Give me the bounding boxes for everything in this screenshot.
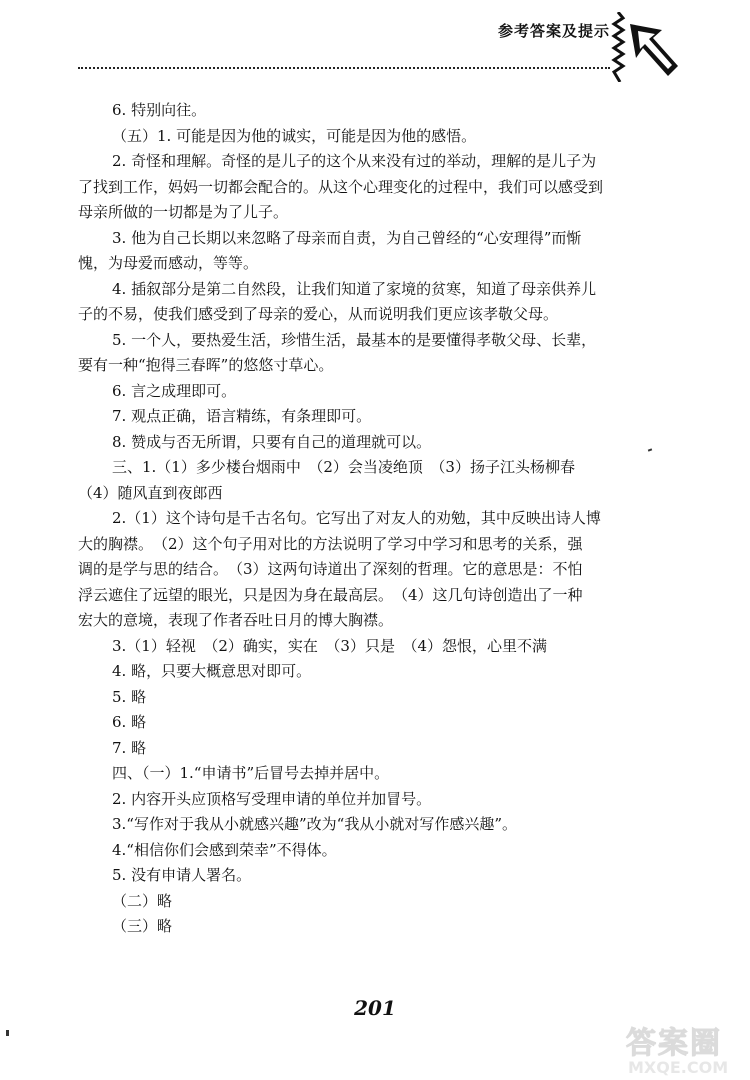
arrow-icon (628, 22, 680, 82)
text-line: 子的不易，使我们感受到了母亲的爱心，从而说明我们更应该孝敬父母。 (78, 305, 559, 323)
text-line: 3.（1）轻视 （2）确实，实在 （3）只是 （4）怨恨，心里不满 (112, 636, 547, 655)
text-line: 浮云遮住了远望的眼光，只是因为身在最高层。 （4）这几句诗创造出了一种 (78, 585, 583, 604)
text-line: 宏大的意境，表现了作者吞吐日月的博大胸襟。 (78, 611, 394, 629)
text-line: 愧，为母爱而感动，等等。 (78, 254, 259, 272)
text-line: （4）随风直到夜郎西 (78, 483, 223, 502)
text-line: 5. 略 (112, 687, 147, 706)
text-line: 了找到工作，妈妈一切都会配合的。从这个心理变化的过程中，我们可以感受到 (78, 177, 604, 196)
text-line: 4. 略，只要大概意思对即可。 (112, 662, 312, 680)
text-line: （五）1. 可能是因为他的诚实，可能是因为他的感悟。 (112, 126, 477, 145)
text-line: 2. 内容开头应顶格写受理申请的单位并加冒号。 (112, 789, 432, 808)
margin-mark (6, 1030, 9, 1036)
text-line: 8. 赞成与否无所谓，只要有自己的道理就可以。 (112, 432, 432, 451)
text-line: 6. 言之成理即可。 (112, 381, 237, 400)
text-line: （三）略 (112, 917, 173, 935)
text-line: 4. 插叙部分是第二自然段，让我们知道了家境的贫寒，知道了母亲供养儿 (112, 279, 597, 298)
text-line: 调的是学与思的结合。 （3）这两句诗道出了深刻的哲理。它的意思是：不怕 (78, 560, 583, 578)
text-line: 4.“相信你们会感到荣幸”不得体。 (112, 840, 337, 859)
text-line: 三、1.（1）多少楼台烟雨中 （2）会当凌绝顶 （3）扬子江头杨柳春 (112, 458, 575, 476)
text-line: （二）略 (112, 891, 173, 910)
text-line: 3. 他为自己长期以来忽略了母亲而自责，为自己曾经的“心安理得”而惭 (112, 228, 582, 247)
text-line: 6. 略 (112, 713, 147, 731)
text-line: 四、（一）1.“申请书”后冒号去掉并居中。 (112, 764, 390, 782)
watermark-domain: MXQE.COM (628, 1058, 729, 1077)
watermark-logo (622, 1018, 750, 1080)
answer-body (78, 98, 678, 940)
page-number: 201 (354, 996, 396, 1020)
text-line: 7. 观点正确，语言精练，有条理即可。 (112, 407, 372, 425)
text-line: 3.“写作对于我从小就感兴趣”改为“我从小就对写作感兴趣”。 (112, 815, 517, 833)
text-line: 2.（1）这个诗句是千古名句。它写出了对友人的劝勉，其中反映出诗人博 (112, 509, 601, 527)
text-line: 2. 奇怪和理解。奇怪的是儿子的这个从来没有过的举动，理解的是儿子为 (112, 152, 597, 170)
watermark-brand: 答案圈 (626, 1026, 722, 1061)
header-divider (78, 67, 610, 69)
text-line: 7. 略 (112, 738, 147, 757)
header-title: 参考答案及提示 (498, 22, 611, 40)
zigzag-decoration (610, 12, 626, 82)
text-line: 5. 没有申请人署名。 (112, 866, 252, 884)
text-line: 大的胸襟。 （2）这个句子用对比的方法说明了学习中学习和思考的关系，强 (78, 534, 583, 553)
text-line: 5. 一个人，要热爱生活，珍惜生活，最基本的是要懂得孝敬父母、长辈， (112, 330, 597, 349)
text-line: 6. 特别向往。 (112, 101, 207, 119)
text-line: 母亲所做的一切都是为了儿子。 (78, 203, 289, 221)
text-line: 要有一种“抱得三春晖”的悠悠寸草心。 (78, 356, 334, 374)
